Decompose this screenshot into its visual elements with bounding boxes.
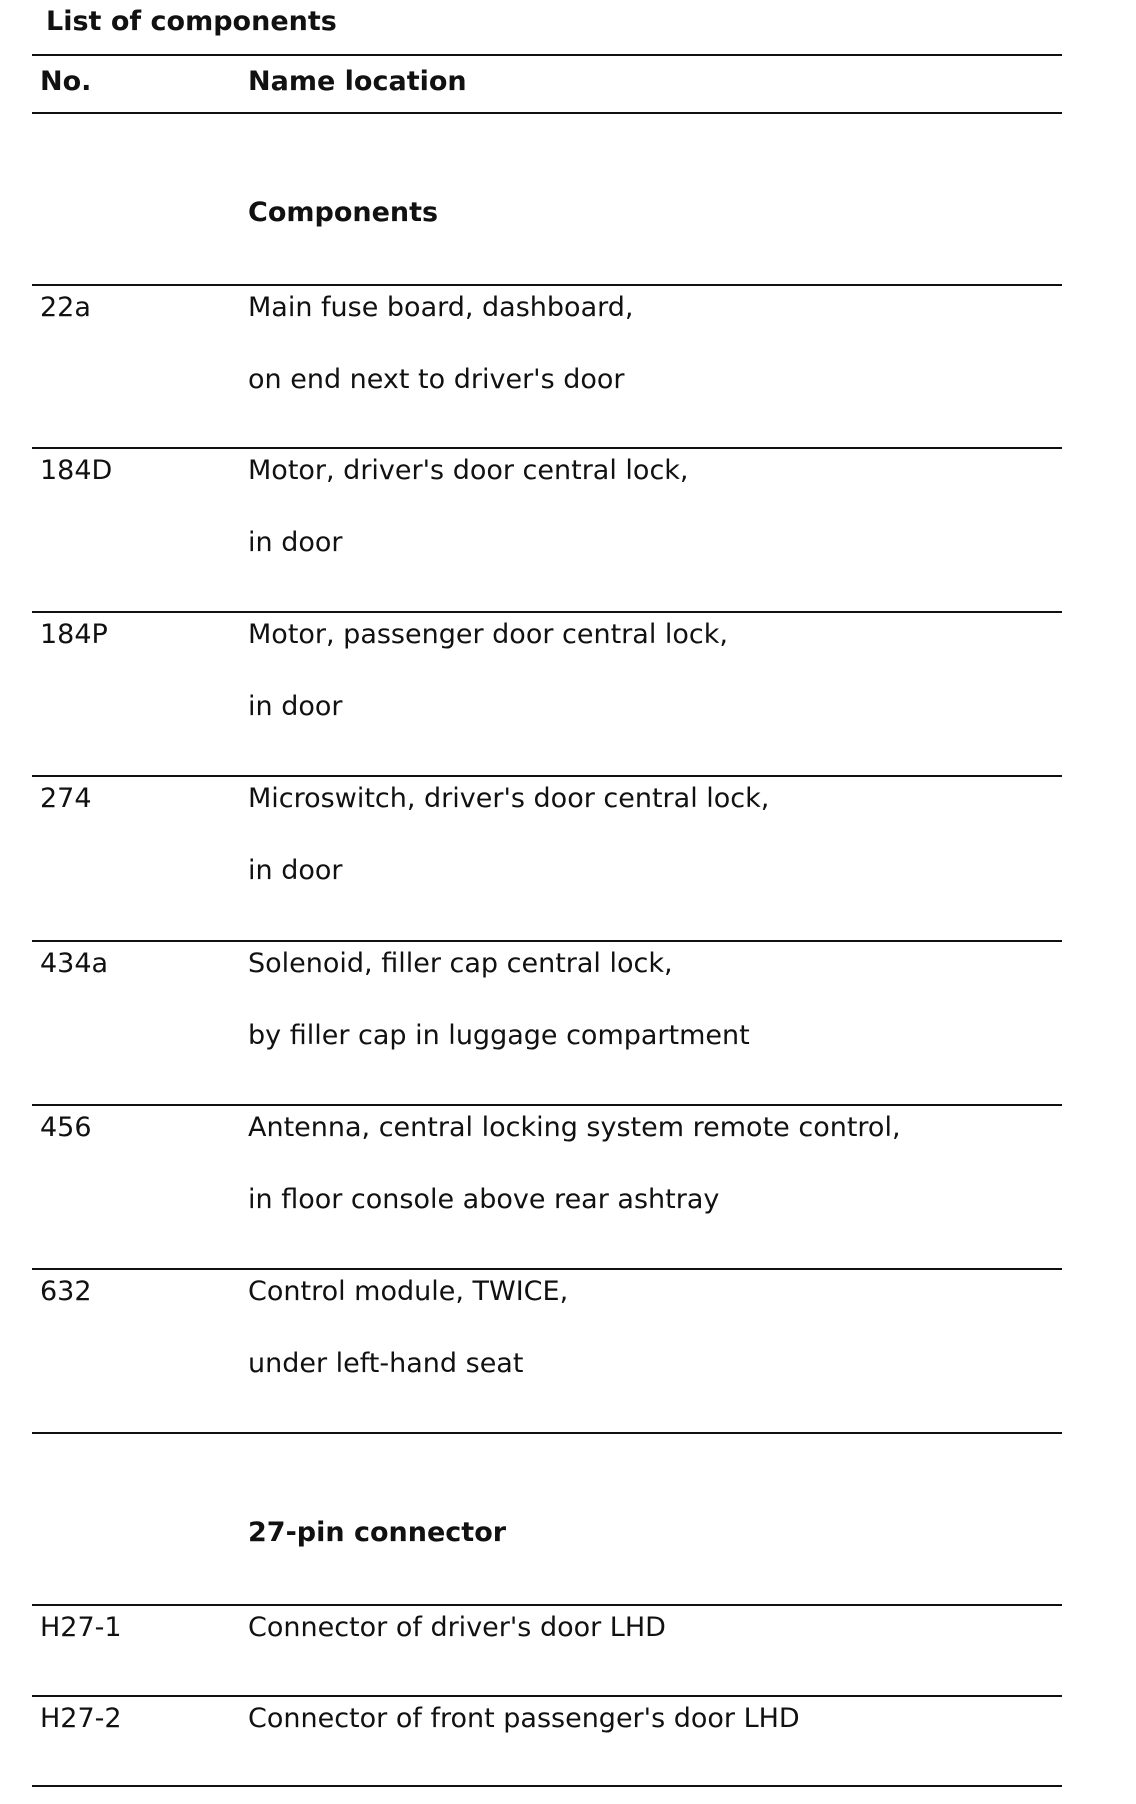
- component-number: 184P: [40, 619, 108, 650]
- component-name: Solenoid, filler cap central lock,: [248, 948, 673, 979]
- component-number: 434a: [40, 948, 109, 979]
- component-location: on end next to driver's door: [248, 364, 625, 395]
- header-top-rule: [32, 54, 1062, 56]
- component-name: Motor, driver's door central lock,: [248, 455, 689, 486]
- table-bottom-rule: [32, 1785, 1062, 1787]
- component-location: in door: [248, 691, 343, 722]
- component-name: Motor, passenger door central lock,: [248, 619, 728, 650]
- row-rule: [32, 1104, 1062, 1106]
- section-rule: [32, 284, 1062, 286]
- component-name: Control module, TWICE,: [248, 1276, 569, 1307]
- row-rule: [32, 1695, 1062, 1697]
- column-header-no: No.: [40, 66, 92, 97]
- column-header-name-location: Name location: [248, 66, 467, 97]
- section-heading-components: Components: [248, 197, 439, 228]
- row-rule: [32, 775, 1062, 777]
- section-heading-27-pin-connector: 27-pin connector: [248, 1517, 507, 1548]
- component-location: under left-hand seat: [248, 1348, 524, 1379]
- row-rule: [32, 940, 1062, 942]
- row-rule: [32, 447, 1062, 449]
- component-number: 184D: [40, 455, 113, 486]
- row-rule: [32, 611, 1062, 613]
- component-number: 22a: [40, 292, 91, 323]
- component-name: Microswitch, driver's door central lock,: [248, 783, 770, 814]
- component-location: in door: [248, 527, 343, 558]
- connector-number: H27-1: [40, 1612, 122, 1643]
- connector-number: H27-2: [40, 1703, 122, 1734]
- component-name: Antenna, central locking system remote control,: [248, 1112, 901, 1143]
- row-rule: [32, 1268, 1062, 1270]
- page-title: List of components: [46, 6, 337, 37]
- header-bottom-rule: [32, 112, 1062, 114]
- component-number: 274: [40, 783, 92, 814]
- component-location: in door: [248, 855, 343, 886]
- connector-name: Connector of front passenger's door LHD: [248, 1703, 800, 1734]
- component-location: by filler cap in luggage compartment: [248, 1020, 750, 1051]
- component-number: 456: [40, 1112, 92, 1143]
- component-name: Main fuse board, dashboard,: [248, 292, 634, 323]
- connector-name: Connector of driver's door LHD: [248, 1612, 666, 1643]
- section-end-rule: [32, 1432, 1062, 1434]
- component-number: 632: [40, 1276, 92, 1307]
- component-location: in floor console above rear ashtray: [248, 1184, 720, 1215]
- section-rule: [32, 1604, 1062, 1606]
